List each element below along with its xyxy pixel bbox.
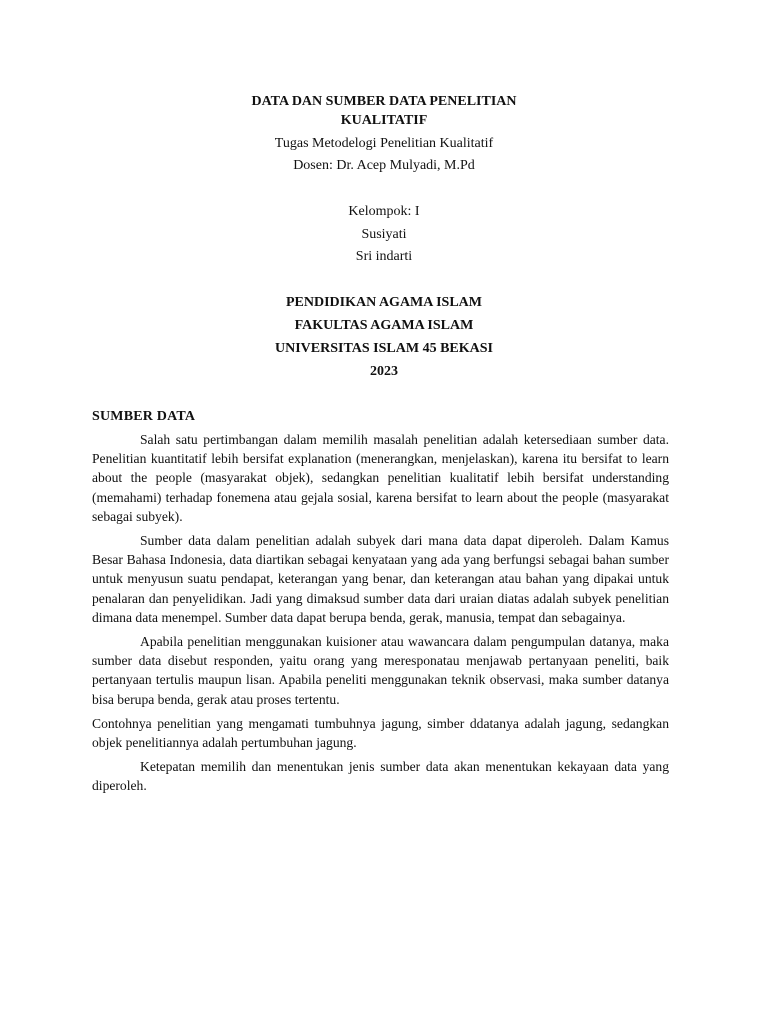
course-name: Tugas Metodelogi Penelitian Kualitatif <box>274 136 494 151</box>
group-member: Susiyati <box>361 227 407 242</box>
group-label: Kelompok: I <box>348 204 420 219</box>
faculty-name: FAKULTAS AGAMA ISLAM <box>294 318 474 333</box>
section-heading: SUMBER DATA <box>92 409 196 424</box>
paragraph: Sumber data dalam penelitian adalah subyek dari mana data dapat diperoleh. Dalam Kamus Besar Bahasa Indonesia, data diartikan sebagai kenyataan yang ada yang berfungsi sebagai bahan sumber untuk menyusun suatu pendapat, keterangan yang benar, dan keterangan atau bahan yang dipakai untuk penalaran dan penyelidikan. Jadi yang dimaksud sumber data dari uraian diatas adalah subyek penelitian dimana data menempel. Sumber data dapat berupa benda, gerak, manusia, tempat dan sebagainya. <box>92 533 669 625</box>
lecturer-name: Dosen: Dr. Acep Mulyadi, M.Pd <box>293 158 475 173</box>
section-body <box>92 430 669 801</box>
paragraph: Salah satu pertimbangan dalam memilih masalah penelitian adalah ketersediaan sumber data. Penelitian kuantitatif lebih bersifat explanation (menerangkan, menjelaskan), karena itu bersifat to learn about the people (masyarakat objek), sedangkan penelitian kualitatif lebih bersifat understanding (memahami) terhadap fonemena atau gejala sosial, karena bersifat to learn about the people (masyarakat sebagai subyek). <box>92 432 669 524</box>
paragraph: Apabila penelitian menggunakan kuisioner atau wawancara dalam pengumpulan datanya, maka sumber data disebut responden, yaitu orang yang meresponatau menjawab pertanyaan peneliti, baik pertanyaan tertulis maupun lisan. Apabila peneliti menggunakan teknik observasi, maka sumber datanya bisa berupa benda, gerak atau proses tertentu. <box>92 634 669 707</box>
university-name: UNIVERSITAS ISLAM 45 BEKASI <box>275 341 493 356</box>
document-title <box>0 92 768 130</box>
year: 2023 <box>370 364 398 379</box>
title-line-2: KUALITATIF <box>340 113 428 128</box>
group-member: Sri indarti <box>355 249 413 264</box>
paragraph: Ketepatan memilih dan menentukan jenis sumber data akan menentukan kekayaan data yang diperoleh. <box>92 759 669 794</box>
program-name: PENDIDIKAN AGAMA ISLAM <box>285 295 482 310</box>
paragraph: Contohnya penelitian yang mengamati tumbuhnya jagung, simber ddatanya adalah jagung, sedangkan objek penelitiannya adalah pertumbuhan jagung. <box>92 715 669 751</box>
title-line-1: DATA DAN SUMBER DATA PENELITIAN <box>251 94 517 109</box>
